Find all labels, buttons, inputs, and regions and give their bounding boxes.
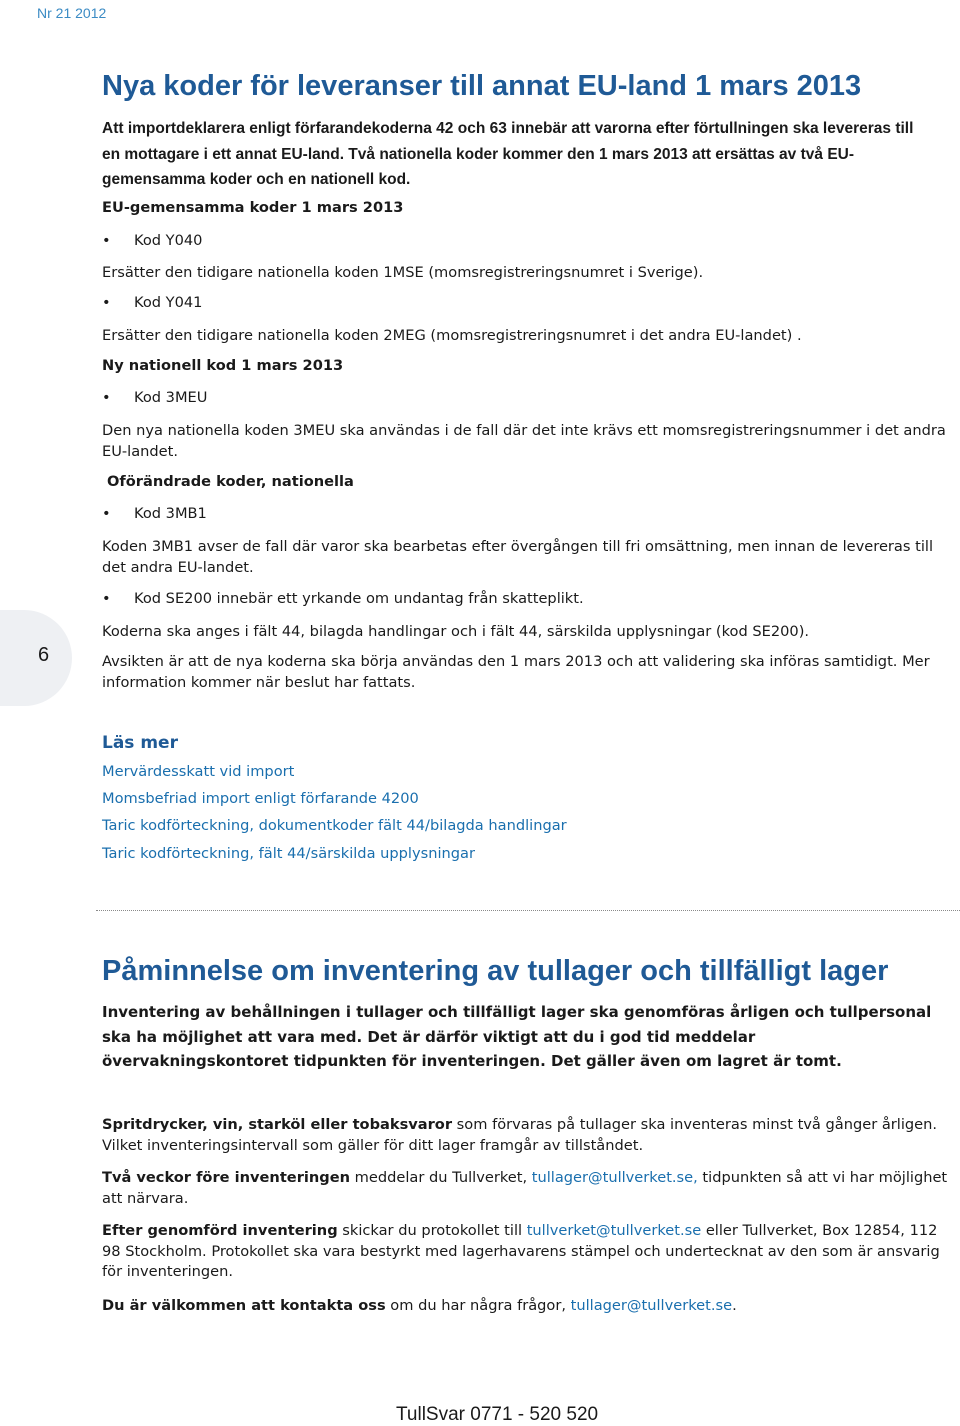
paragraph-contact [102, 1296, 954, 1317]
national-code-heading: Ny nationell kod 1 mars 2013 [102, 357, 344, 374]
bold-phrase: Spritdrycker, vin, starköl eller tobaksvaror [102, 1116, 453, 1133]
footer-phone: TullSvar 0771 - 520 520 [396, 1404, 599, 1425]
bullet-icon: • [102, 590, 111, 607]
paragraph-spirits [102, 1115, 954, 1156]
link-procedure-4200[interactable]: Momsbefriad import enligt förfarande 4200 [102, 790, 419, 807]
bullet-y041 [102, 294, 202, 311]
page-number: 6 [38, 644, 50, 666]
bold-phrase: Efter genomförd inventering [102, 1222, 338, 1239]
paragraph-text: skickar du protokollet till [337, 1222, 527, 1239]
bullet-y040 [102, 232, 202, 249]
article-lead: Att importdeklarera enligt förfarandekoderna 42 och 63 innebär att varorna efter förtullningen ska levereras till en mottagare i ett annat EU-land. Två nationella koder kommer den 1 mars 2013 att ersättas av två EU-gemensamma koder och en nationell kod. [102, 120, 914, 188]
email-link-tullager[interactable]: tullager@tullverket.se, [531, 1169, 698, 1186]
bullet-se200 [102, 590, 584, 607]
issue-label: Nr 21 2012 [37, 5, 107, 21]
email-link-tullager-contact[interactable]: tullager@tullverket.se [570, 1297, 733, 1314]
fields-description: Koderna ska anges i fält 44, bilagda handlingar och i fält 44, särskilda upplysningar (kod SE200). [102, 623, 810, 640]
paragraph-text: som förvaras på tullager ska inventeras minst två gånger årligen. Vilket inventeringsintervall som gäller för ditt lager framgår av tillståndet. [102, 1116, 938, 1154]
paragraph-two-weeks [102, 1168, 954, 1209]
link-taric-special-info[interactable]: Taric kodförteckning, fält 44/särskilda upplysningar [102, 845, 475, 862]
unchanged-codes-heading: Oförändrade koder, nationella [107, 473, 354, 490]
bullet-icon: • [102, 505, 111, 522]
y041-description: Ersätter den tidigare nationella koden 2MEG (momsregistreringsnumret i det andra EU-landet) . [102, 327, 802, 344]
bullet-3meu [102, 389, 207, 406]
bullet-icon: • [102, 389, 111, 406]
paragraph-text: . [732, 1297, 737, 1314]
page-number-tab [0, 610, 72, 706]
bullet-label: Kod Y040 [134, 232, 203, 249]
intent-description: Avsikten är att de nya koderna ska börja användas den 1 mars 2013 och att validering ska införas samtidigt. Mer information kommer när beslut har fattats. [102, 653, 930, 691]
3mb1-description: Koden 3MB1 avser de fall där varor ska bearbetas efter övergången till fri omsättning, men innan de levereras till det andra EU-landet. [102, 538, 933, 576]
read-more-heading: Läs mer [102, 733, 178, 753]
paragraph-text: tidpunkten så att vi har möjlighet att närvara. [102, 1169, 948, 1207]
article-lead-2: Inventering av behållningen i tullager och tillfälligt lager ska genomföras årligen och tullpersonal ska ha möjlighet att vara med. Det är därför viktigt att du i god tid meddelar övervakningskontoret tidpunkten för inventeringen. Det gäller även om lagret är tomt. [102, 1003, 932, 1070]
bold-phrase: Du är välkommen att kontakta oss [102, 1297, 386, 1314]
email-link-tullverket[interactable]: tullverket@tullverket.se [526, 1222, 702, 1239]
bullet-label: Kod 3MB1 [134, 505, 207, 522]
3meu-description: Den nya nationella koden 3MEU ska användas i de fall där det inte krävs ett momsregistreringsnummer i det andra EU-landet. [102, 422, 946, 460]
bullet-label: Kod Y041 [134, 294, 203, 311]
eu-codes-heading: EU-gemensamma koder 1 mars 2013 [102, 199, 404, 216]
section-divider [96, 910, 960, 911]
paragraph-text: om du har några frågor, [385, 1297, 571, 1314]
link-taric-document-codes[interactable]: Taric kodförteckning, dokumentkoder fält 44/bilagda handlingar [102, 817, 567, 834]
article-title-2: Påminnelse om inventering av tullager och tillfälligt lager [102, 955, 889, 987]
bullet-icon: • [102, 294, 111, 311]
bullet-icon: • [102, 232, 111, 249]
article-title: Nya koder för leveranser till annat EU-land 1 mars 2013 [102, 70, 862, 102]
bold-phrase: Två veckor före inventeringen [102, 1169, 351, 1186]
bullet-label: Kod SE200 innebär ett yrkande om undantag från skatteplikt. [134, 590, 584, 607]
paragraph-text: meddelar du Tullverket, [350, 1169, 532, 1186]
link-vat-import[interactable]: Mervärdesskatt vid import [102, 763, 295, 780]
bullet-label: Kod 3MEU [134, 389, 208, 406]
paragraph-after-inventory [102, 1221, 954, 1283]
y040-description: Ersätter den tidigare nationella koden 1MSE (momsregistreringsnumret i Sverige). [102, 264, 704, 281]
bullet-3mb1 [102, 505, 207, 522]
paragraph-text: eller Tullverket, Box 12854, 112 98 Stockholm. Protokollet ska vara bestyrkt med lagerhavarens stämpel och undertecknat av den som är ansvarig för inventeringen. [102, 1222, 940, 1280]
